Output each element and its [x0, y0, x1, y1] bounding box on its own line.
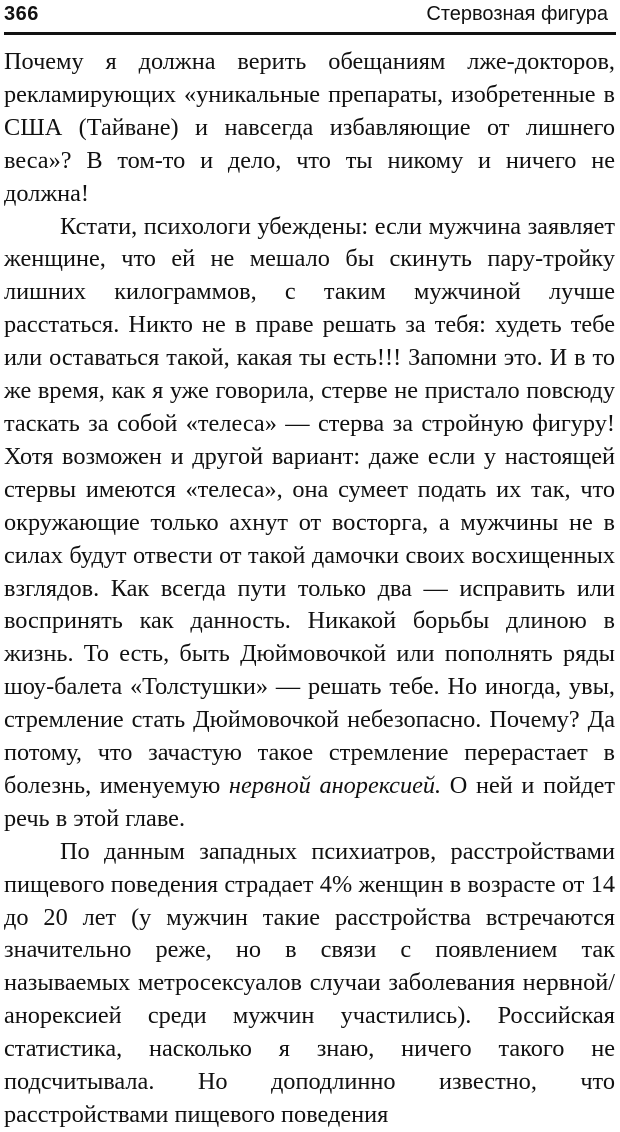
body-text: [4, 46, 615, 1132]
running-title: Стервозная фигура: [426, 3, 608, 25]
page-header: [4, 0, 616, 30]
paragraph-2-text-before: Кстати, психологи убеждены: если мужчина заявляет женщине, что ей не мешало бы скинуть пару-тройку лишних килограммов, с таким мужчиной лучше расстаться. Никто не в праве решать за тебя: худеть тебе или оставаться такой, какая ты есть!!! Запомни это. И в то же время, как я уже говорила, стерве не пристало повсюду таскать за собой «телеса» — стерва за стройную фигуру! Хотя возможен и другой вариант: даже если у настоящей стервы имеются «телеса», она сумеет подать их так, что окружающие только ахнут от восторга, а мужчины не в силах будут отвести от такой дамочки своих восхищенных взглядов. Как всегда пути только два — исправить или воспринять как данность. Никакой борьбы длиною в жизнь. То есть, быть Дюймовочкой или пополнять ряды шоу-балета «Толстушки» — решать тебе. Но иногда, увы, стремление стать Дюймовочкой небезопасно. Почему? Да потому, что зачастую такое стремление перерастает в болезнь, именуемую: [4, 212, 615, 799]
paragraph-1: Почему я должна верить обещаниям лже-докторов, рекламирующих «уникальные препараты, изобретенные в США (Тайване) и навсегда избавляющие от лишнего веса»? В том-то и дело, что ты никому и ничего не должна!: [4, 48, 615, 207]
page-number: 366: [4, 3, 39, 25]
paragraph-2: [4, 211, 615, 836]
header-rule: [4, 32, 616, 35]
paragraph-2-emphasis: нервной анорексией.: [228, 771, 442, 799]
paragraph-2-text-after: О ней и пойдет речь в этой главе.: [4, 771, 615, 832]
paragraph-3: По данным западных психиатров, расстройствами пищевого поведения страдает 4% женщин в возрасте от 14 до 20 лет (у мужчин такие расстройства встречаются значительно реже, но в связи с появлением так называемых метросексуалов случаи заболевания нервной/анорексией среди мужчин участились). Российская статистика, насколько я знаю, ничего такого не подсчитывала. Но доподлинно известно, что расстройствами пищевого поведения: [4, 837, 615, 1128]
